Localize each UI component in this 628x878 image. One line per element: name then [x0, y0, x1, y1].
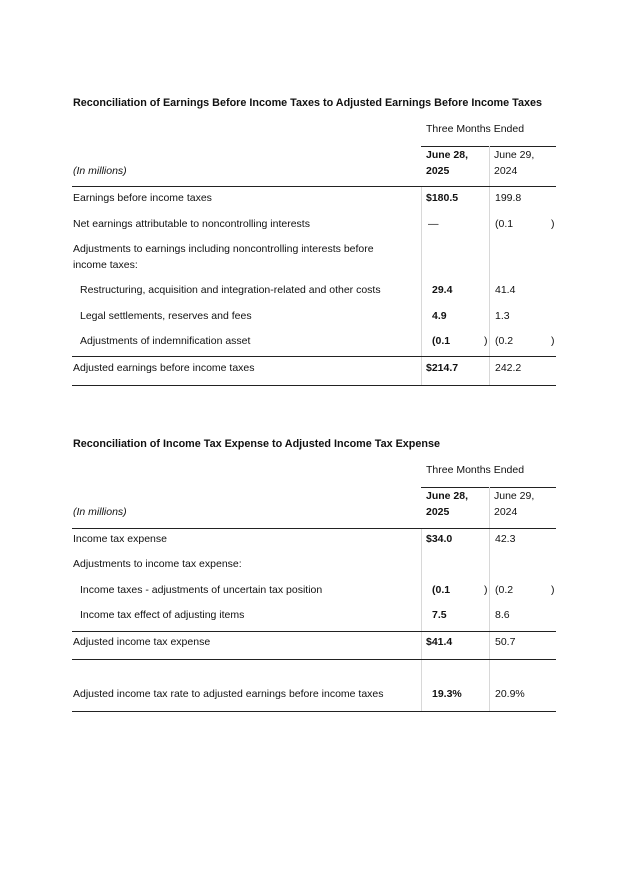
- value-prior: 1.3: [495, 310, 510, 322]
- period-header: Three Months Ended: [426, 464, 525, 476]
- value-current: $41.4: [426, 636, 453, 648]
- rate-rule: [72, 711, 556, 712]
- value-prior: 42.3: [495, 533, 516, 545]
- row-label: Adjustments to earnings including noncontrolling interests before: [73, 243, 374, 255]
- subtotal-rule: [72, 631, 556, 632]
- period-header: Three Months Ended: [426, 123, 525, 135]
- value-prior-paren: ): [551, 218, 555, 230]
- row-label: Net earnings attributable to noncontrolling interests: [73, 218, 310, 230]
- value-prior: (0.2: [495, 335, 514, 347]
- value-current: 7.5: [432, 609, 447, 621]
- table-rule: [72, 528, 556, 529]
- value-current: $214.7: [426, 362, 459, 374]
- value-prior: 20.9%: [495, 688, 525, 700]
- column-header-prior: June 29,: [494, 149, 535, 161]
- table-title: Reconciliation of Earnings Before Income Taxes to Adjusted Earnings Before Income Taxes: [73, 97, 542, 109]
- value-prior: 242.2: [495, 362, 522, 374]
- row-label: Adjusted income tax rate to adjusted earnings before income taxes: [73, 688, 384, 700]
- row-label: Restructuring, acquisition and integration-related and other costs: [80, 284, 381, 296]
- column-header-current: June 28,: [426, 490, 469, 502]
- value-current: (0.1: [432, 584, 451, 596]
- column-header-prior: June 29,: [494, 490, 535, 502]
- row-label: Income tax effect of adjusting items: [80, 609, 245, 621]
- column-header-prior-year: 2024: [494, 506, 518, 518]
- value-current-paren: ): [484, 584, 488, 596]
- value-prior: 199.8: [495, 192, 522, 204]
- row-label: Earnings before income taxes: [73, 192, 212, 204]
- value-prior: 50.7: [495, 636, 516, 648]
- row-label: Adjusted income tax expense: [73, 636, 211, 648]
- value-prior: 8.6: [495, 609, 510, 621]
- table-title: Reconciliation of Income Tax Expense to Adjusted Income Tax Expense: [73, 438, 440, 450]
- value-current-paren: ): [484, 335, 488, 347]
- value-prior-paren: ): [551, 584, 555, 596]
- column-header-current-year: 2025: [426, 506, 450, 518]
- row-label-continued: income taxes:: [73, 259, 138, 271]
- value-current: (0.1: [432, 335, 451, 347]
- value-current: $34.0: [426, 533, 453, 545]
- column-header-current: June 28,: [426, 149, 469, 161]
- value-current: 4.9: [432, 310, 447, 322]
- value-prior-paren: ): [551, 335, 555, 347]
- value-current: $180.5: [426, 192, 459, 204]
- row-label: Income taxes - adjustments of uncertain tax position: [80, 584, 323, 596]
- total-rule: [72, 659, 556, 660]
- value-prior: (0.2: [495, 584, 514, 596]
- table-rule: [72, 186, 556, 187]
- column-header-prior-year: 2024: [494, 165, 518, 177]
- value-current: 19.3%: [432, 688, 462, 700]
- subtotal-rule: [72, 356, 556, 357]
- row-label: Adjusted earnings before income taxes: [73, 362, 255, 374]
- value-prior: 41.4: [495, 284, 516, 296]
- units-label: (In millions): [73, 165, 127, 177]
- value-current: 29.4: [432, 284, 453, 296]
- row-label: Adjustments to income tax expense:: [73, 558, 242, 570]
- value-current: —: [428, 218, 439, 230]
- row-label: Legal settlements, reserves and fees: [80, 310, 252, 322]
- value-prior: (0.1: [495, 218, 514, 230]
- units-label: (In millions): [73, 506, 127, 518]
- column-header-current-year: 2025: [426, 165, 450, 177]
- row-label: Adjustments of indemnification asset: [80, 335, 251, 347]
- row-label: Income tax expense: [73, 533, 167, 545]
- total-rule: [72, 385, 556, 386]
